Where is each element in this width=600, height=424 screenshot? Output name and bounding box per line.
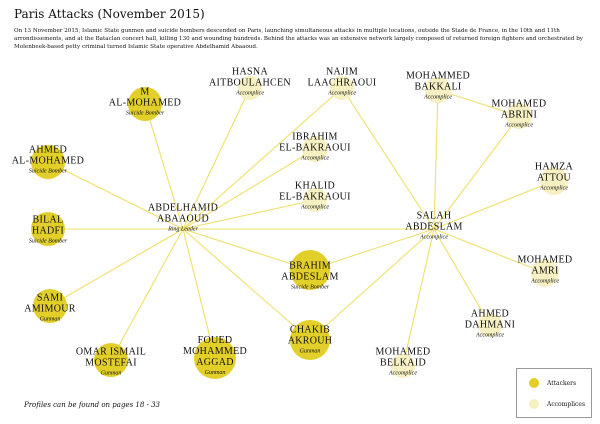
node-name-line: ABDESLAM — [281, 271, 339, 283]
node-name-line: HADFI — [31, 225, 65, 237]
node-name-line: EL-BAKRAOUI — [279, 191, 351, 203]
intro-text: On 13 November 2015, Islamic State gunmen and suicide bombers descended on Paris, launching simultaneous attacks in multiple locations, outside the Stade de France, in the 10th and 11th arrondissements, and at the Bataclan concert hall, killing 130 and wounding hundreds. Behind the attacks was an extensive network largely composed of returned foreign fighters and orchestrated by Molenbeek-based petty criminal turned Islamic State operative Abdelhamid Abaaoud. — [14, 28, 583, 50]
accomplice-swatch — [529, 399, 539, 409]
node-role: Accomplice — [531, 278, 559, 285]
node-bilal_hadfi — [29, 212, 68, 246]
node-role: Suicide Bomber — [28, 168, 68, 175]
node-role: Accomplice — [420, 234, 448, 241]
node-sami_amimour — [24, 289, 76, 323]
node-name-line: ABDESLAM — [405, 221, 463, 233]
node-khalid_bakraoui — [279, 181, 351, 213]
node-role: Ring Leader — [168, 226, 198, 233]
node-name-line: MOHAMED — [517, 254, 573, 266]
node-role: Accomplice — [505, 122, 533, 129]
node-role: Accomplice — [236, 90, 264, 97]
node-name-line: SALAH — [416, 210, 452, 222]
edge-abdeslam_s-najim — [342, 88, 434, 229]
nodes-layer — [12, 67, 574, 380]
edge-abaaoud-sami_amimour — [50, 229, 183, 306]
node-name-line: MOHAMMED — [182, 346, 248, 357]
legend-attackers-label: Attackers — [547, 379, 577, 387]
node-name-line: DAHMANI — [464, 319, 516, 331]
node-role: Accomplice — [540, 185, 568, 192]
node-name-line: KHALID — [294, 180, 336, 192]
node-belkaid — [376, 347, 431, 379]
node-role: Suicide Bomber — [28, 238, 68, 245]
legend-accomplices — [529, 399, 585, 409]
node-name-line: AKROUH — [287, 335, 333, 347]
node-name-line: IBRAHIM — [292, 131, 338, 143]
node-name-line: ABAAOUD — [156, 213, 210, 225]
node-name-line: AHMED — [28, 144, 68, 156]
node-name-line: NAJIM — [325, 66, 359, 78]
node-role: Accomplice — [424, 94, 452, 101]
node-bakkali — [406, 71, 470, 104]
node-amri — [518, 255, 573, 288]
edge-abdeslam_s-amri — [434, 229, 545, 273]
node-name-line: M — [140, 86, 150, 98]
node-m_almohamed — [109, 87, 181, 122]
node-name-line: OMAR ISMAIL — [75, 346, 147, 358]
node-role: Gunman — [100, 370, 122, 377]
node-role: Accomplice — [301, 204, 329, 211]
node-role: Gunman — [39, 316, 61, 323]
node-role: Gunman — [204, 370, 226, 376]
legend — [516, 368, 592, 418]
node-name-line: AITBOULAHCEN — [209, 77, 291, 89]
node-name-line: AL-MOHAMED — [11, 155, 85, 167]
node-foued_aggad — [183, 335, 247, 379]
node-name-line: BRAHIM — [289, 260, 331, 272]
legend-attackers — [529, 378, 576, 388]
node-omar_mostefai — [76, 343, 146, 377]
node-abrini — [492, 99, 547, 130]
node-name-line: MOHAMED — [491, 98, 547, 110]
node-name-line: CHAKIB — [289, 324, 331, 336]
node-role: Accomplice — [476, 332, 504, 339]
node-ahmed_almohamed — [12, 145, 84, 180]
node-name-line: BILAL — [32, 214, 64, 226]
node-name-line: AL-MOHAMED — [108, 97, 182, 109]
node-role: Gunman — [299, 348, 321, 355]
node-name-line: FOUED — [197, 335, 233, 346]
node-name-line: ABRINI — [500, 109, 538, 121]
edge-abdeslam_s-belkaid — [403, 229, 434, 366]
node-attou — [535, 162, 574, 196]
node-name-line: ABDELHAMID — [147, 202, 219, 214]
node-role: Suicide Bomber — [290, 284, 330, 291]
page-title: Paris Attacks (November 2015) — [14, 7, 205, 21]
node-name-line: ATTOU — [536, 172, 572, 184]
node-najim — [307, 67, 376, 101]
attacker-swatch — [529, 378, 539, 388]
node-role: Accomplice — [301, 155, 329, 162]
node-name-line: AMIMOUR — [24, 303, 76, 315]
node-ibrahim_bakraoui — [279, 132, 351, 163]
node-name-line: MOSTEFAI — [85, 357, 137, 369]
node-name-line: MOHAMMED — [405, 70, 471, 82]
node-name-line: AHMED — [470, 308, 510, 320]
node-name-line: HAMZA — [534, 161, 574, 173]
node-hasna — [209, 67, 291, 101]
node-name-line: MOHAMED — [375, 346, 431, 358]
node-dahmani — [465, 309, 515, 339]
node-name-line: SAMI — [36, 292, 64, 304]
node-name-line: AMRI — [531, 265, 559, 277]
node-role: Accomplice — [389, 370, 417, 377]
node-name-line: LAACHRAOUI — [307, 77, 377, 89]
node-name-line: BELKAID — [380, 357, 426, 369]
edge-abaaoud-omar_mostefai — [111, 229, 183, 360]
edge-abdeslam_s-bakkali — [434, 90, 438, 229]
node-name-line: EL-BAKRAOUI — [279, 142, 351, 154]
node-name-line: AGGAD — [196, 357, 234, 368]
node-role: Accomplice — [328, 90, 356, 97]
node-name-line: BAKKALI — [414, 81, 462, 93]
node-chakib_akrouh — [288, 320, 333, 360]
node-role: Suicide Bomber — [125, 110, 165, 117]
footnote: Profiles can be found on pages 18 - 33 — [24, 401, 161, 409]
legend-accomplices-label: Accomplices — [547, 400, 586, 408]
node-name-line: HASNA — [232, 66, 268, 78]
node-brahim_abdeslam — [281, 250, 338, 291]
node-abaaoud — [148, 203, 218, 233]
